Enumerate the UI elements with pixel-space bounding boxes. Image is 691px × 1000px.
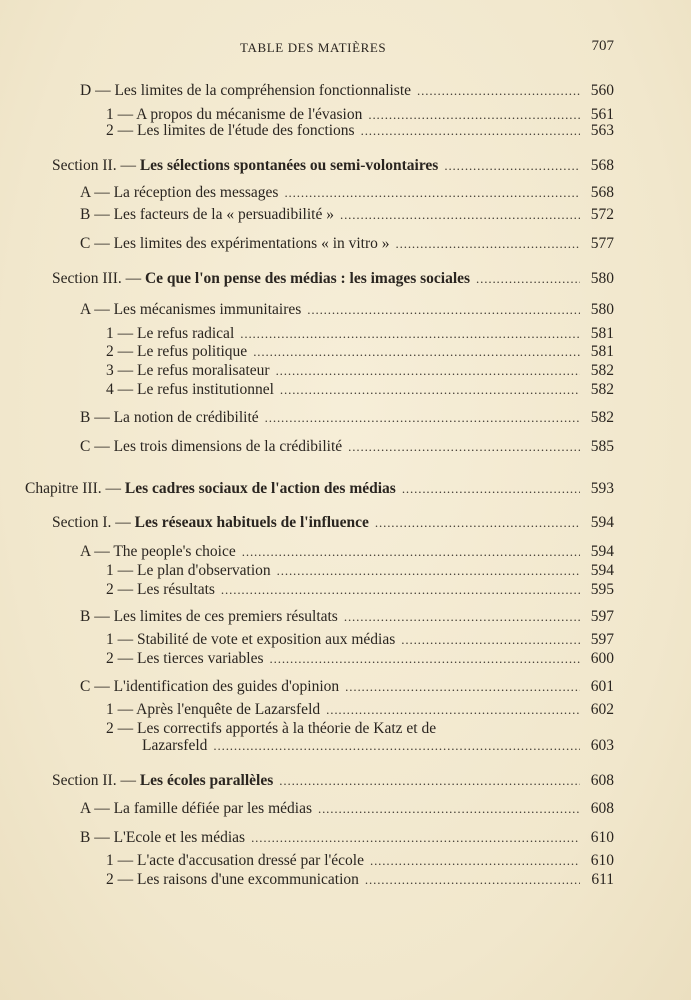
toc-entry bbox=[80, 82, 614, 100]
page-header bbox=[0, 38, 691, 58]
toc-entry-page: 593 bbox=[590, 480, 614, 497]
toc-entry-prefix: C — bbox=[80, 438, 114, 455]
toc-entry bbox=[80, 206, 614, 224]
toc-entry-prefix: Section I. — bbox=[52, 514, 135, 531]
toc-entry bbox=[106, 871, 614, 889]
toc-entry-title: Après l'enquête de Lazarsfeld bbox=[136, 701, 321, 718]
toc-entry-page: 594 bbox=[590, 514, 614, 531]
toc-entry bbox=[142, 737, 614, 755]
toc-entry-prefix: 1 — bbox=[106, 631, 137, 648]
toc-entry-title: Le refus institutionnel bbox=[137, 381, 274, 398]
dot-leader bbox=[396, 235, 580, 253]
toc-entry-title-continued: Lazarsfeld bbox=[142, 737, 208, 754]
toc-entry-prefix: D — bbox=[80, 82, 115, 99]
toc-entry-page: 568 bbox=[590, 184, 614, 201]
toc-entry-prefix: 1 — bbox=[106, 562, 137, 579]
toc-entry-page: 602 bbox=[590, 701, 614, 718]
toc-entry-prefix: A — bbox=[80, 800, 114, 817]
dot-leader bbox=[370, 852, 580, 870]
toc-entry-prefix: C — bbox=[80, 235, 114, 252]
toc-entry-page: 597 bbox=[590, 608, 614, 625]
dot-leader bbox=[276, 362, 580, 380]
toc-entry-page: 581 bbox=[590, 343, 614, 360]
toc-entry-title: La réception des messages bbox=[113, 184, 279, 201]
toc-entry-prefix: 3 — bbox=[106, 362, 137, 379]
toc-entry-prefix: B — bbox=[80, 829, 114, 846]
toc-entry-page: 580 bbox=[590, 301, 614, 318]
toc-entry-prefix: Section III. — bbox=[52, 270, 145, 287]
toc-entry bbox=[80, 184, 614, 202]
toc-entry-prefix: 2 — bbox=[106, 122, 137, 139]
toc-entry-title: La famille défiée par les médias bbox=[113, 800, 312, 817]
toc-entry-page: 582 bbox=[590, 362, 614, 379]
dot-leader bbox=[361, 122, 580, 140]
toc-entry-title: Le plan d'observation bbox=[137, 562, 271, 579]
running-title: TABLE DES MATIÈRES bbox=[240, 40, 387, 55]
toc-entry bbox=[106, 122, 614, 140]
toc-entry-title: La notion de crédibilité bbox=[113, 409, 259, 426]
toc-entry bbox=[80, 438, 614, 456]
toc-entry bbox=[80, 301, 614, 319]
toc-entry-page: 568 bbox=[590, 157, 614, 174]
toc-entry-page: 595 bbox=[590, 581, 614, 598]
dot-leader bbox=[280, 381, 580, 399]
dot-leader bbox=[279, 772, 580, 790]
dot-leader bbox=[345, 678, 580, 696]
toc-entry-prefix: Section II. — bbox=[52, 157, 140, 174]
toc-entry-page: 561 bbox=[590, 106, 614, 123]
toc-entry-prefix: 1 — bbox=[106, 852, 137, 869]
toc-entry-title: Les résultats bbox=[137, 581, 215, 598]
toc-entry bbox=[80, 543, 614, 561]
toc-entry-page: 582 bbox=[590, 381, 614, 398]
dot-leader bbox=[318, 800, 580, 818]
toc-entry bbox=[106, 562, 614, 580]
toc-chapter-entry bbox=[25, 480, 614, 498]
toc-entry-page: 608 bbox=[590, 772, 614, 789]
toc-entry-page: 610 bbox=[590, 852, 614, 869]
toc-entry bbox=[80, 608, 614, 626]
toc-entry-title: Stabilité de vote et exposition aux médias bbox=[137, 631, 396, 648]
toc-entry-prefix: Chapitre III. — bbox=[25, 480, 125, 497]
toc-entry-title: A propos du mécanisme de l'évasion bbox=[136, 106, 363, 123]
toc-entry-title: Les mécanismes immunitaires bbox=[113, 301, 302, 318]
dot-leader bbox=[401, 631, 580, 649]
toc-entry-title: L'acte d'accusation dressé par l'école bbox=[137, 852, 364, 869]
toc-entry-title: Les sélections spontanées ou semi-volontaires bbox=[139, 157, 439, 174]
toc-entry bbox=[106, 852, 614, 870]
toc-entry bbox=[80, 800, 614, 818]
toc-entry-page: 610 bbox=[590, 829, 614, 846]
toc-entry bbox=[80, 829, 614, 847]
toc-entry-page: 597 bbox=[590, 631, 614, 648]
toc-entry bbox=[106, 631, 614, 649]
toc-entry-page: 585 bbox=[590, 438, 614, 455]
dot-leader bbox=[242, 543, 580, 561]
toc-entry-prefix: A — bbox=[80, 301, 114, 318]
toc-entry-title: Les limites des expérimentations « in vitro » bbox=[113, 235, 390, 252]
dot-leader bbox=[365, 871, 580, 889]
toc-section-entry bbox=[52, 772, 614, 790]
dot-leader bbox=[253, 343, 580, 361]
toc-entry bbox=[106, 325, 614, 343]
toc-entry-prefix: 2 — bbox=[106, 871, 137, 888]
toc-entry-title: Les tierces variables bbox=[137, 650, 264, 667]
toc-entry bbox=[106, 362, 614, 380]
toc-entry-title: L'identification des guides d'opinion bbox=[113, 678, 340, 695]
toc-section-entry bbox=[52, 157, 614, 175]
toc-entry-title: Le refus moralisateur bbox=[137, 362, 270, 379]
toc-entry-prefix: 1 — bbox=[106, 106, 137, 123]
toc-entry-title: Les correctifs apportés à la théorie de Katz et de bbox=[137, 720, 437, 737]
toc-entry-prefix: B — bbox=[80, 206, 114, 223]
toc-entry bbox=[80, 409, 614, 427]
toc-entry-prefix: 1 — bbox=[106, 325, 137, 342]
dot-leader bbox=[402, 480, 580, 498]
toc-entry-page: 563 bbox=[590, 122, 614, 139]
toc-entry-page: 594 bbox=[590, 543, 614, 560]
toc-entry-prefix: 2 — bbox=[106, 581, 137, 598]
toc-entry-page: 608 bbox=[590, 800, 614, 817]
toc-entry-prefix: 4 — bbox=[106, 381, 137, 398]
dot-leader bbox=[340, 206, 580, 224]
toc-entry bbox=[80, 235, 614, 253]
page-number: 707 bbox=[591, 38, 614, 54]
dot-leader bbox=[444, 157, 580, 175]
toc-entry-page: 560 bbox=[590, 82, 614, 99]
toc-entry-title: Ce que l'on pense des médias : les images sociales bbox=[144, 270, 471, 287]
toc-entry-page: 611 bbox=[591, 871, 614, 888]
toc-entry-page: 582 bbox=[590, 409, 614, 426]
toc-entry-title: Les limites de ces premiers résultats bbox=[113, 608, 338, 625]
toc-section-entry bbox=[52, 270, 614, 288]
toc-entry-page: 580 bbox=[590, 270, 614, 287]
toc-entry bbox=[106, 343, 614, 361]
toc-entry-prefix: 1 — bbox=[106, 701, 137, 718]
toc-entry-title: Les trois dimensions de la crédibilité bbox=[113, 438, 343, 455]
toc-entry-prefix: Section II. — bbox=[52, 772, 140, 789]
toc-entry-page: 600 bbox=[590, 650, 614, 667]
dot-leader bbox=[213, 737, 580, 755]
dot-leader bbox=[476, 270, 580, 288]
toc-entry-title: The people's choice bbox=[113, 543, 236, 560]
toc-entry-prefix: B — bbox=[80, 608, 114, 625]
toc-entry bbox=[106, 650, 614, 668]
toc-entry-first-line bbox=[106, 720, 436, 738]
toc-entry-title: Les réseaux habituels de l'influence bbox=[134, 514, 369, 531]
toc-entry-title: Les limites de la compréhension fonctionnaliste bbox=[114, 82, 412, 99]
dot-leader bbox=[284, 184, 580, 202]
dot-leader bbox=[277, 562, 580, 580]
toc-entry bbox=[80, 678, 614, 696]
dot-leader bbox=[265, 409, 580, 427]
toc-entry bbox=[106, 381, 614, 399]
toc-entry-page: 577 bbox=[590, 235, 614, 252]
toc-entry-prefix: C — bbox=[80, 678, 114, 695]
toc-entry-prefix: B — bbox=[80, 409, 114, 426]
toc-entry-page: 594 bbox=[590, 562, 614, 579]
dot-leader bbox=[251, 829, 580, 847]
toc-entry bbox=[106, 701, 614, 719]
toc-entry-title: Les limites de l'étude des fonctions bbox=[137, 122, 355, 139]
dot-leader bbox=[240, 325, 580, 343]
toc-entry-title: Le refus radical bbox=[137, 325, 235, 342]
toc-entry-prefix: A — bbox=[80, 543, 114, 560]
toc-entry-title: Le refus politique bbox=[137, 343, 248, 360]
dot-leader bbox=[270, 650, 580, 668]
toc-entry-prefix: 2 — bbox=[106, 720, 137, 737]
toc-entry-prefix: 2 — bbox=[106, 343, 137, 360]
toc-entry-page: 581 bbox=[590, 325, 614, 342]
toc-entry-page: 603 bbox=[590, 737, 614, 754]
toc-entry-page: 572 bbox=[590, 206, 614, 223]
toc-entry-page: 601 bbox=[590, 678, 614, 695]
dot-leader bbox=[417, 82, 580, 100]
toc-entry bbox=[106, 581, 614, 599]
dot-leader bbox=[375, 514, 580, 532]
dot-leader bbox=[307, 301, 580, 319]
toc-entry-title: Les raisons d'une excommunication bbox=[137, 871, 359, 888]
dot-leader bbox=[221, 581, 580, 599]
toc-entry-title: L'Ecole et les médias bbox=[113, 829, 246, 846]
dot-leader bbox=[326, 701, 580, 719]
toc-entry-title: Les facteurs de la « persuadibilité » bbox=[113, 206, 334, 223]
toc-entry-title: Les écoles parallèles bbox=[139, 772, 274, 789]
toc-entry-prefix: A — bbox=[80, 184, 114, 201]
toc-entry-prefix: 2 — bbox=[106, 650, 137, 667]
toc-entry-title: Les cadres sociaux de l'action des médias bbox=[124, 480, 396, 497]
toc-section-entry bbox=[52, 514, 614, 532]
dot-leader bbox=[344, 608, 580, 626]
dot-leader bbox=[348, 438, 580, 456]
